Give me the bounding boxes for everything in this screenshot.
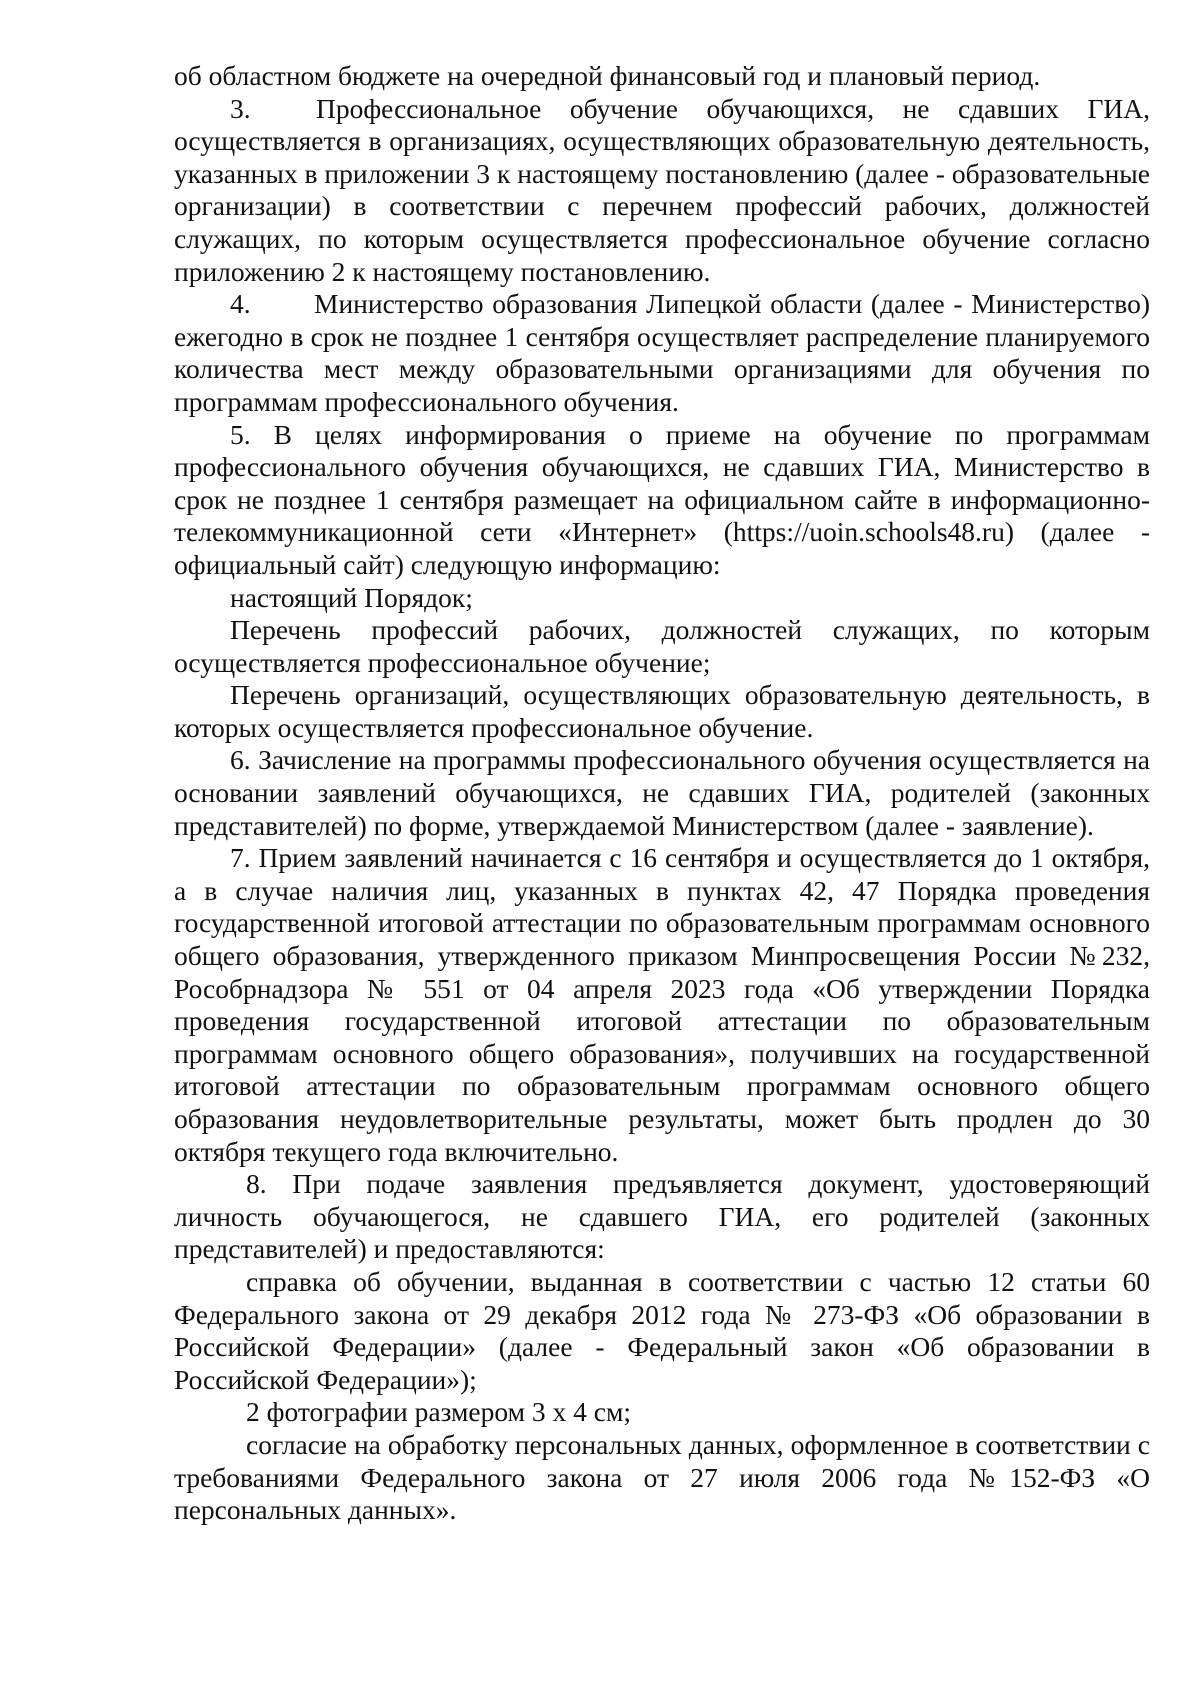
paragraph-8-item-consent: согласие на обработку персональных данных, оформленное в соответствии с требованиями Федерального закона от 27 июля 2006 года №152-ФЗ «О персональных данных». — [174, 1428, 1150, 1526]
paragraph-5: 5. В целях информирования о приеме на обучение по программам профессионального обучения обучающихся, не сдавших ГИА, Министерство в срок не позднее 1 сентября размещает на официальном сайте в информационно-телекоммуникационной сети «Интернет» (https://uoin.schools48.ru) (далее - официальный сайт) следующую информацию: — [174, 418, 1150, 580]
paragraph-5-item-professions: Перечень профессий рабочих, должностей служащих, по которым осуществляется профессиональное обучение; — [174, 614, 1150, 678]
paragraph-4-number: 4. — [230, 288, 251, 320]
paragraph-4 — [174, 288, 1150, 418]
paragraph-8: 8. При подаче заявления предъявляется документ, удостоверяющий личность обучающегося, не сдавшего ГИА, его родителей (законных представителей) и предоставляются: — [174, 1168, 1150, 1265]
paragraph-5-item-organizations: Перечень организаций, осуществляющих образовательную деятельность, в которых осуществляется профессиональное обучение. — [174, 679, 1150, 743]
paragraph-4-text: Министерство образования Липецкой области (далее - Министерство) ежегодно в срок не позднее 1 сентября осуществляет распределение планируемого количества мест между образовательными организациями для обучения по программам профессионального обучения. — [174, 288, 1150, 417]
paragraph-6: 6. Зачисление на программы профессионального обучения осуществляется на основании заявлений обучающихся, не сдавших ГИА, родителей (законных представителей) по форме, утверждаемой Министерством (далее - заявление). — [174, 744, 1150, 841]
paragraph-5-item-order: настоящий Порядок; — [230, 581, 473, 613]
paragraph-3 — [174, 93, 1150, 289]
paragraph-8-item-photos: 2 фотографии размером 3 х 4 см; — [246, 1396, 632, 1428]
paragraph-3-text: Профессиональное обучение обучающихся, не сдавших ГИА, осуществляется в организациях, осуществляющих образовательную деятельность, указанных в приложении 3 к настоящему постановлению (далее - образовательные организации) в соответствии с перечнем профессий рабочих, должностей служащих, по которым осуществляется профессиональное обучение согласно приложению 2 к настоящему постановлению. — [174, 92, 1150, 287]
paragraph-8-item-certificate: справка об обучении, выданная в соответствии с частью 12 статьи 60 Федерального закона от 29 декабря 2012 года № 273-ФЗ «Об образовании в Российской Федерации» (далее - Федеральный закон «Об образовании в Российской Федерации»); — [174, 1265, 1150, 1395]
document-body — [174, 60, 1150, 1527]
paragraph-7: 7. Прием заявлений начинается с 16 сентября и осуществляется до 1 октября, а в случае наличия лиц, указанных в пунктах 42, 47 Порядка проведения государственной итоговой аттестации по образовательным программам основного общего образования, утвержденного приказом Минпросвещения России №232, Рособрнадзора № 551 от 04 апреля 2023 года «Об утверждении Порядка проведения государственной итоговой аттестации по образовательным программам основного общего образования», получивших на государственной итоговой аттестации по образовательным программам основного общего образования неудовлетворительные результаты, может быть продлен до 30 октября текущего года включительно. — [174, 842, 1150, 1167]
paragraph-budget-continuation: об областном бюджете на очередной финансовый год и плановый период. — [174, 60, 1041, 91]
paragraph-3-number: 3. — [230, 92, 251, 124]
